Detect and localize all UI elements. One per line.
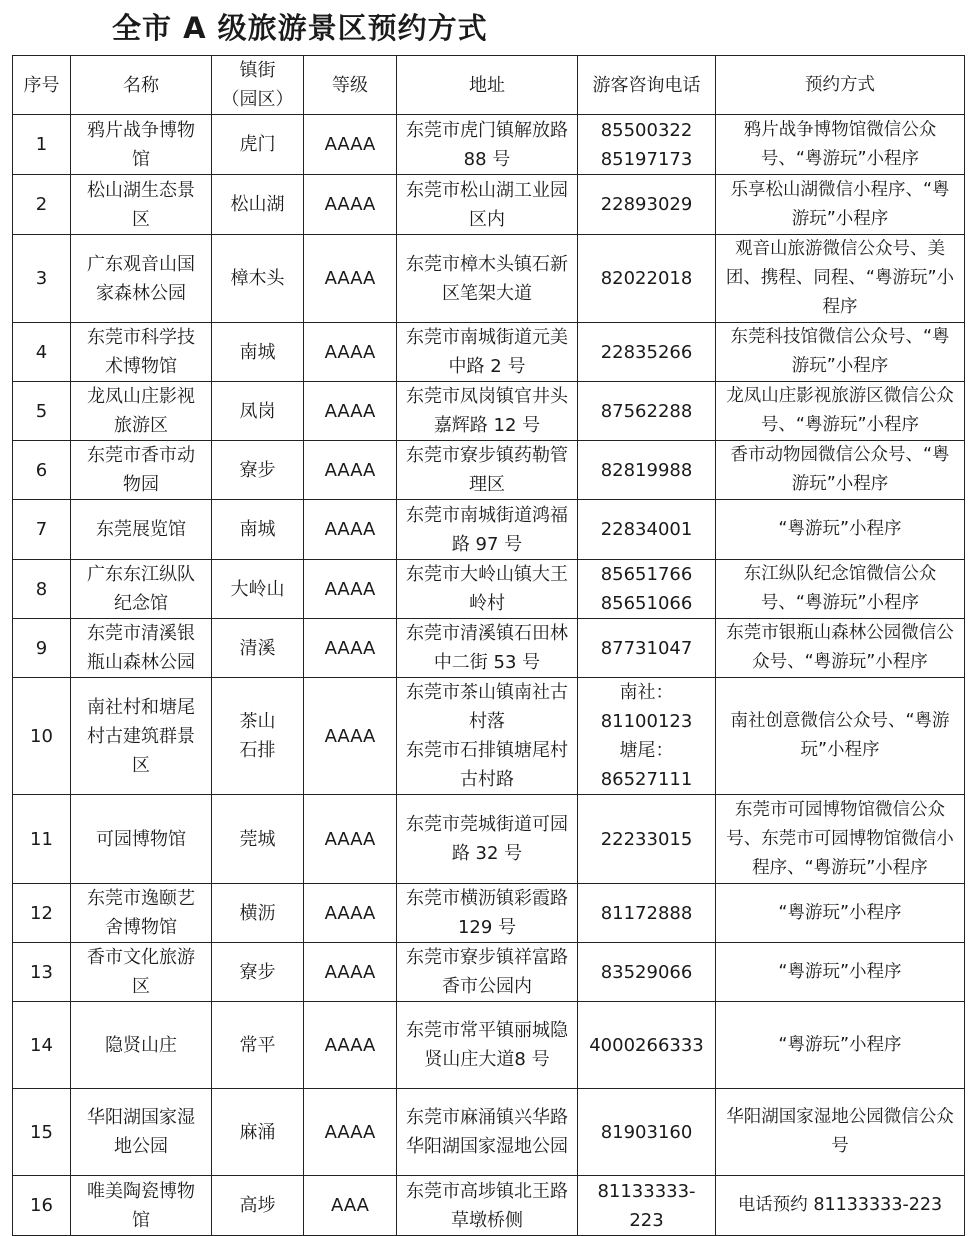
- grade-cell: AAAA: [304, 115, 397, 175]
- address-cell: 东莞市南城街道元美中路 2 号: [397, 323, 578, 382]
- town-cell: 凤岗: [212, 382, 304, 441]
- row-number-cell: 6: [13, 441, 71, 500]
- booking-method-cell: 电话预约 81133333-223: [716, 1176, 965, 1236]
- row-number-cell: 13: [13, 943, 71, 1002]
- column-header: 镇街 （园区）: [212, 56, 304, 115]
- booking-method-cell: “粤游玩”小程序: [716, 1002, 965, 1089]
- address-cell: 东莞市寮步镇祥富路香市公园内: [397, 943, 578, 1002]
- town-cell: 南城: [212, 323, 304, 382]
- row-number-cell: 4: [13, 323, 71, 382]
- scenic-name-cell: 隐贤山庄: [71, 1002, 212, 1089]
- address-cell: 东莞市清溪镇石田林中二街 53 号: [397, 619, 578, 678]
- row-number-cell: 5: [13, 382, 71, 441]
- scenic-name-cell: 可园博物馆: [71, 795, 212, 884]
- address-cell: 东莞市樟木头镇石新区笔架大道: [397, 235, 578, 323]
- grade-cell: AAAA: [304, 323, 397, 382]
- address-cell: 东莞市麻涌镇兴华路华阳湖国家湿地公园: [397, 1089, 578, 1176]
- column-header: 游客咨询电话: [578, 56, 716, 115]
- row-number-cell: 1: [13, 115, 71, 175]
- grade-cell: AAAA: [304, 500, 397, 560]
- town-cell: 莞城: [212, 795, 304, 884]
- table-row: [13, 441, 965, 500]
- phone-cell: 22893029: [578, 175, 716, 235]
- booking-method-cell: 鸦片战争博物馆微信公众号、“粤游玩”小程序: [716, 115, 965, 175]
- grade-cell: AAAA: [304, 235, 397, 323]
- row-number-cell: 7: [13, 500, 71, 560]
- table-row: [13, 382, 965, 441]
- row-number-cell: 16: [13, 1176, 71, 1236]
- booking-method-cell: “粤游玩”小程序: [716, 500, 965, 560]
- address-cell: 东莞市寮步镇药勒管理区: [397, 441, 578, 500]
- table-row: [13, 1002, 965, 1089]
- phone-cell: 81133333-223: [578, 1176, 716, 1236]
- town-cell: 横沥: [212, 884, 304, 943]
- phone-cell: 22835266: [578, 323, 716, 382]
- address-cell: 东莞市虎门镇解放路 88 号: [397, 115, 578, 175]
- booking-method-cell: 观音山旅游微信公众号、美团、携程、同程、“粤游玩”小程序: [716, 235, 965, 323]
- scenic-name-cell: 东莞展览馆: [71, 500, 212, 560]
- row-number-cell: 9: [13, 619, 71, 678]
- phone-cell: 87562288: [578, 382, 716, 441]
- scenic-name-cell: 松山湖生态景区: [71, 175, 212, 235]
- grade-cell: AAAA: [304, 795, 397, 884]
- table-row: [13, 500, 965, 560]
- booking-method-cell: 东莞市可园博物馆微信公众号、东莞市可园博物馆微信小程序、“粤游玩”小程序: [716, 795, 965, 884]
- town-cell: 常平: [212, 1002, 304, 1089]
- table-row: [13, 323, 965, 382]
- scenic-name-cell: 东莞市香市动物园: [71, 441, 212, 500]
- grade-cell: AAAA: [304, 678, 397, 795]
- town-cell: 茶山 石排: [212, 678, 304, 795]
- grade-cell: AAAA: [304, 560, 397, 619]
- booking-method-cell: 东莞市银瓶山森林公园微信公众号、“粤游玩”小程序: [716, 619, 965, 678]
- address-cell: 东莞市常平镇丽城隐贤山庄大道8 号: [397, 1002, 578, 1089]
- phone-cell: 81903160: [578, 1089, 716, 1176]
- town-cell: 大岭山: [212, 560, 304, 619]
- phone-cell: 85651766 85651066: [578, 560, 716, 619]
- table-header-row: [13, 56, 965, 115]
- phone-cell: 83529066: [578, 943, 716, 1002]
- grade-cell: AAA: [304, 1176, 397, 1236]
- row-number-cell: 3: [13, 235, 71, 323]
- address-cell: 东莞市松山湖工业园区内: [397, 175, 578, 235]
- row-number-cell: 2: [13, 175, 71, 235]
- row-number-cell: 10: [13, 678, 71, 795]
- booking-method-cell: “粤游玩”小程序: [716, 943, 965, 1002]
- booking-method-cell: 香市动物园微信公众号、“粤游玩”小程序: [716, 441, 965, 500]
- column-header: 序号: [13, 56, 71, 115]
- phone-cell: 22233015: [578, 795, 716, 884]
- row-number-cell: 14: [13, 1002, 71, 1089]
- town-cell: 麻涌: [212, 1089, 304, 1176]
- scenic-spots-table: [12, 55, 965, 1236]
- row-number-cell: 15: [13, 1089, 71, 1176]
- row-number-cell: 12: [13, 884, 71, 943]
- address-cell: 东莞市茶山镇南社古村落 东莞市石排镇塘尾村古村路: [397, 678, 578, 795]
- scenic-name-cell: 华阳湖国家湿地公园: [71, 1089, 212, 1176]
- booking-method-cell: 东莞科技馆微信公众号、“粤游玩”小程序: [716, 323, 965, 382]
- scenic-name-cell: 东莞市清溪银瓶山森林公园: [71, 619, 212, 678]
- booking-method-cell: 华阳湖国家湿地公园微信公众号: [716, 1089, 965, 1176]
- scenic-name-cell: 鸦片战争博物馆: [71, 115, 212, 175]
- address-cell: 东莞市大岭山镇大王岭村: [397, 560, 578, 619]
- booking-method-cell: 东江纵队纪念馆微信公众号、“粤游玩”小程序: [716, 560, 965, 619]
- table-row: [13, 115, 965, 175]
- phone-cell: 南社： 81100123 塘尾： 86527111: [578, 678, 716, 795]
- grade-cell: AAAA: [304, 1002, 397, 1089]
- table-row: [13, 943, 965, 1002]
- scenic-name-cell: 南社村和塘尾村古建筑群景区: [71, 678, 212, 795]
- town-cell: 南城: [212, 500, 304, 560]
- town-cell: 高埗: [212, 1176, 304, 1236]
- address-cell: 东莞市凤岗镇官井头嘉辉路 12 号: [397, 382, 578, 441]
- grade-cell: AAAA: [304, 382, 397, 441]
- phone-cell: 4000266333: [578, 1002, 716, 1089]
- town-cell: 松山湖: [212, 175, 304, 235]
- column-header: 名称: [71, 56, 212, 115]
- town-cell: 寮步: [212, 441, 304, 500]
- grade-cell: AAAA: [304, 884, 397, 943]
- address-cell: 东莞市莞城街道可园路 32 号: [397, 795, 578, 884]
- phone-cell: 22834001: [578, 500, 716, 560]
- town-cell: 清溪: [212, 619, 304, 678]
- address-cell: 东莞市横沥镇彩霞路 129 号: [397, 884, 578, 943]
- scenic-name-cell: 东莞市科学技术博物馆: [71, 323, 212, 382]
- phone-cell: 81172888: [578, 884, 716, 943]
- table-row: [13, 560, 965, 619]
- phone-cell: 82819988: [578, 441, 716, 500]
- grade-cell: AAAA: [304, 619, 397, 678]
- grade-cell: AAAA: [304, 175, 397, 235]
- column-header: 地址: [397, 56, 578, 115]
- table-row: [13, 619, 965, 678]
- address-cell: 东莞市高埗镇北王路草墩桥侧: [397, 1176, 578, 1236]
- town-cell: 樟木头: [212, 235, 304, 323]
- table-row: [13, 235, 965, 323]
- booking-method-cell: 南社创意微信公众号、“粤游玩”小程序: [716, 678, 965, 795]
- scenic-name-cell: 东莞市逸颐艺舍博物馆: [71, 884, 212, 943]
- column-header: 预约方式: [716, 56, 965, 115]
- row-number-cell: 11: [13, 795, 71, 884]
- scenic-name-cell: 广东东江纵队纪念馆: [71, 560, 212, 619]
- booking-method-cell: 龙凤山庄影视旅游区微信公众号、“粤游玩”小程序: [716, 382, 965, 441]
- table-row: [13, 678, 965, 795]
- phone-cell: 87731047: [578, 619, 716, 678]
- phone-cell: 85500322 85197173: [578, 115, 716, 175]
- booking-method-cell: “粤游玩”小程序: [716, 884, 965, 943]
- address-cell: 东莞市南城街道鸿福路 97 号: [397, 500, 578, 560]
- table-row: [13, 1089, 965, 1176]
- row-number-cell: 8: [13, 560, 71, 619]
- scenic-name-cell: 香市文化旅游区: [71, 943, 212, 1002]
- grade-cell: AAAA: [304, 441, 397, 500]
- town-cell: 虎门: [212, 115, 304, 175]
- scenic-name-cell: 广东观音山国家森林公园: [71, 235, 212, 323]
- table-row: [13, 795, 965, 884]
- grade-cell: AAAA: [304, 1089, 397, 1176]
- grade-cell: AAAA: [304, 943, 397, 1002]
- table-row: [13, 884, 965, 943]
- column-header: 等级: [304, 56, 397, 115]
- scenic-name-cell: 龙凤山庄影视旅游区: [71, 382, 212, 441]
- booking-method-cell: 乐享松山湖微信小程序、“粤游玩”小程序: [716, 175, 965, 235]
- table-row: [13, 175, 965, 235]
- phone-cell: 82022018: [578, 235, 716, 323]
- page-title: 全市 A 级旅游景区预约方式: [112, 11, 488, 45]
- table-row: [13, 1176, 965, 1236]
- scenic-name-cell: 唯美陶瓷博物馆: [71, 1176, 212, 1236]
- town-cell: 寮步: [212, 943, 304, 1002]
